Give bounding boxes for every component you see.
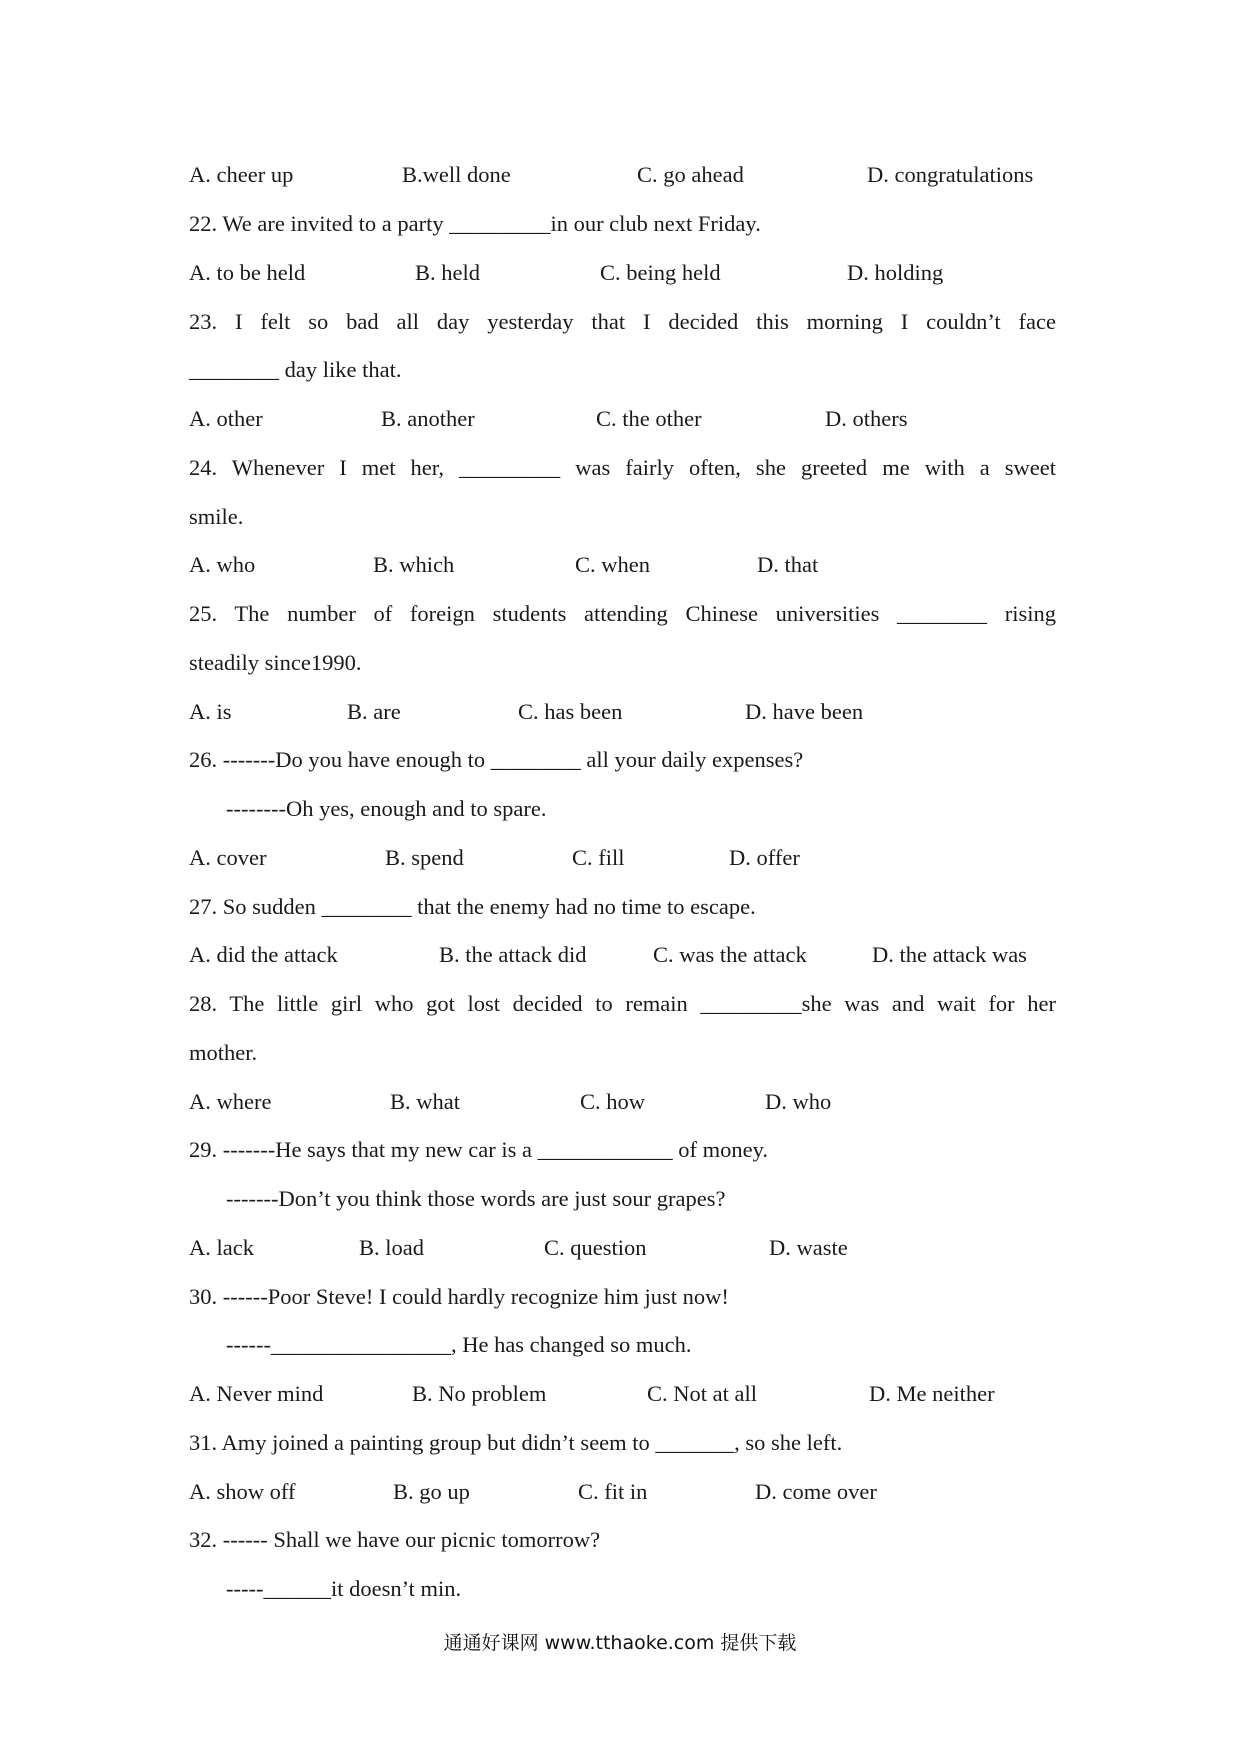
q27-option-b: B. the attack did [439, 942, 587, 967]
q30-stem-line2: ------________________, He has changed so much. [226, 1332, 692, 1357]
q24-option-b: B. which [373, 552, 455, 577]
q21-option-a: A. cheer up [189, 162, 294, 187]
q23-option-a: A. other [189, 406, 263, 431]
q28-stem-line2: mother. [189, 1040, 258, 1065]
q29-stem-line1: 29. -------He says that my new car is a ____________ of money. [189, 1137, 769, 1162]
q31-stem: 31. Amy joined a painting group but didn’t seem to _______, so she left. [189, 1430, 843, 1455]
q24-option-d: D. that [757, 552, 819, 577]
q32-stem-line1: 32. ------ Shall we have our picnic tomorrow? [189, 1527, 601, 1552]
q26-stem-line1: 26. -------Do you have enough to ________ all your daily expenses? [189, 747, 804, 772]
q21-option-b: B.well done [402, 162, 511, 187]
q24-options [0, 550, 1240, 580]
q30-option-d: D. Me neither [869, 1381, 995, 1406]
q21-options [0, 160, 1240, 190]
q27-options [0, 940, 1240, 970]
q28-option-c: C. how [580, 1089, 646, 1114]
q27-option-a: A. did the attack [189, 942, 338, 967]
q23-stem-line2: ________ day like that. [189, 357, 402, 382]
q25-stem-line2: steadily since1990. [189, 650, 362, 675]
q32-stem-line2: -----______it doesn’t min. [226, 1576, 462, 1601]
q31-option-c: C. fit in [578, 1479, 648, 1504]
q28-option-a: A. where [189, 1089, 272, 1114]
q31-option-a: A. show off [189, 1479, 296, 1504]
q26-option-b: B. spend [385, 845, 464, 870]
q29-option-a: A. lack [189, 1235, 254, 1260]
q22-option-d: D. holding [847, 260, 944, 285]
q25-option-d: D. have been [745, 699, 864, 724]
q21-option-c: C. go ahead [637, 162, 744, 187]
q29-option-b: B. load [359, 1235, 424, 1260]
q29-option-d: D. waste [769, 1235, 848, 1260]
q29-stem-line2: -------Don’t you think those words are just sour grapes? [226, 1186, 726, 1211]
q25-option-c: C. has been [518, 699, 623, 724]
q24-option-a: A. who [189, 552, 256, 577]
q28-stem-line1: 28. The little girl who got lost decided to remain _________she was and wait for her [189, 991, 1056, 1016]
q27-stem: 27. So sudden ________ that the enemy had no time to escape. [189, 894, 756, 919]
q26-stem-line2: --------Oh yes, enough and to spare. [226, 796, 547, 821]
q28-option-d: D. who [765, 1089, 832, 1114]
q25-options [0, 697, 1240, 727]
q30-option-a: A. Never mind [189, 1381, 324, 1406]
q30-stem-line1: 30. ------Poor Steve! I could hardly recognize him just now! [189, 1284, 729, 1309]
footer-download-note: 通通好课网 www.tthaoke.com 提供下载 [443, 1632, 797, 1654]
q22-option-b: B. held [415, 260, 480, 285]
q26-options [0, 843, 1240, 873]
q25-option-a: A. is [189, 699, 232, 724]
q24-stem-line2: smile. [189, 504, 244, 529]
q24-stem-line1: 24. Whenever I met her, _________ was fairly often, she greeted me with a sweet [189, 455, 1056, 480]
q21-option-d: D. congratulations [867, 162, 1034, 187]
q22-option-a: A. to be held [189, 260, 306, 285]
q27-option-d: D. the attack was [872, 942, 1027, 967]
q28-options [0, 1087, 1240, 1117]
q26-option-c: C. fill [572, 845, 625, 870]
q26-option-d: D. offer [729, 845, 800, 870]
q30-options [0, 1379, 1240, 1409]
q23-option-c: C. the other [596, 406, 702, 431]
q29-option-c: C. question [544, 1235, 647, 1260]
q31-option-b: B. go up [393, 1479, 470, 1504]
q23-stem-line1: 23. I felt so bad all day yesterday that I decided this morning I couldn’t face [189, 309, 1056, 334]
q25-stem-line1: 25. The number of foreign students attending Chinese universities ________ rising [189, 601, 1056, 626]
q27-option-c: C. was the attack [653, 942, 807, 967]
q30-option-b: B. No problem [412, 1381, 547, 1406]
q28-option-b: B. what [390, 1089, 460, 1114]
q22-stem: 22. We are invited to a party _________in our club next Friday. [189, 211, 761, 236]
q23-option-d: D. others [825, 406, 908, 431]
q25-option-b: B. are [347, 699, 401, 724]
q30-option-c: C. Not at all [647, 1381, 757, 1406]
q22-options [0, 258, 1240, 288]
q22-option-c: C. being held [600, 260, 721, 285]
q23-option-b: B. another [381, 406, 475, 431]
q24-option-c: C. when [575, 552, 650, 577]
q23-options [0, 404, 1240, 434]
q26-option-a: A. cover [189, 845, 267, 870]
q29-options [0, 1233, 1240, 1263]
q31-options [0, 1477, 1240, 1507]
q31-option-d: D. come over [755, 1479, 877, 1504]
